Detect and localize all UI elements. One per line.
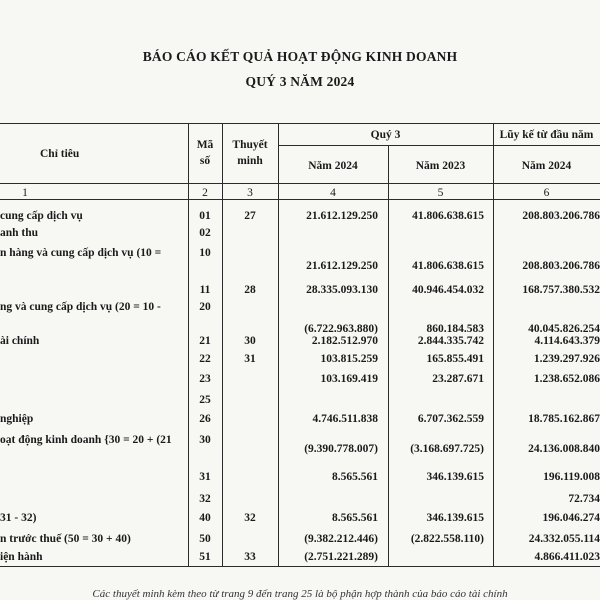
column-number: 3 xyxy=(247,187,253,199)
header-year-2023: Năm 2023 xyxy=(415,160,466,172)
row-value-ytd2024: 18.785.162.867 xyxy=(528,413,600,425)
row-value-q2024: 103.169.419 xyxy=(320,373,378,385)
row-code: 51 xyxy=(199,551,211,563)
row-value-q2023: 41.806.638.615 xyxy=(412,260,484,272)
row-code: 40 xyxy=(199,512,211,524)
row-code: 21 xyxy=(199,335,211,347)
quy3-divider xyxy=(278,145,493,146)
row-code: 31 xyxy=(199,471,211,483)
row-code: 25 xyxy=(199,394,211,406)
column-number: 1 xyxy=(22,187,28,199)
row-label: 31 - 32) xyxy=(0,512,37,524)
row-value-q2024: 21.612.129.250 xyxy=(306,210,378,222)
row-label: n hàng và cung cấp dịch vụ (10 = xyxy=(0,247,162,259)
report-title: BÁO CÁO KẾT QUẢ HOẠT ĐỘNG KINH DOANH xyxy=(142,49,458,64)
row-label: nghiệp xyxy=(0,413,34,425)
row-value-q2024: (6.722.963.880) xyxy=(304,323,378,335)
row-value-q2023: 23.287.671 xyxy=(432,373,484,385)
row-value-ytd2024: 1.239.297.926 xyxy=(533,353,600,365)
header-thuyet-minh: minh xyxy=(237,155,263,167)
row-value-q2024: (9.382.212.446) xyxy=(304,533,378,545)
row-value-ytd2024: 72.734 xyxy=(568,493,600,505)
row-value-q2023: 40.946.454.032 xyxy=(412,284,484,296)
report-subtitle: QUÝ 3 NĂM 2024 xyxy=(245,74,355,89)
row-value-q2023: 346.139.615 xyxy=(426,512,484,524)
row-code: 50 xyxy=(199,533,211,545)
row-label: anh thu xyxy=(0,227,39,239)
row-value-q2024: 21.612.129.250 xyxy=(306,260,378,272)
row-code: 02 xyxy=(199,227,211,239)
footer-note: Các thuyết minh kèm theo từ trang 9 đến trang 25 là bộ phận hợp thành của báo cáo tài chính xyxy=(92,588,508,600)
row-code: 22 xyxy=(199,353,211,365)
row-label: ng và cung cấp dịch vụ (20 = 10 - xyxy=(0,301,161,313)
row-code: 20 xyxy=(199,301,211,313)
row-note: 32 xyxy=(244,512,256,524)
row-code: 10 xyxy=(199,247,211,259)
row-note: 28 xyxy=(244,284,256,296)
column-number: 5 xyxy=(437,187,444,199)
header-luy-ke: Lũy kế từ đầu năm xyxy=(499,129,594,141)
row-value-ytd2024: 1.238.652.086 xyxy=(533,373,600,385)
row-value-ytd2024: 24.332.055.114 xyxy=(528,533,600,545)
row-value-ytd2024: 24.136.008.840 xyxy=(528,443,600,455)
row-value-ytd2024: 40.045.826.254 xyxy=(528,323,600,335)
row-label: cung cấp dịch vụ xyxy=(0,210,83,222)
row-value-ytd2024: 208.803.206.786 xyxy=(522,260,600,272)
row-note: 33 xyxy=(244,551,256,563)
row-value-q2024: (2.751.221.289) xyxy=(304,551,378,563)
column-number: 6 xyxy=(543,187,550,199)
row-label: oạt động kinh doanh {30 = 20 + (21 xyxy=(0,434,172,446)
header-quy3: Quý 3 xyxy=(370,129,401,141)
row-value-q2024: 28.335.093.130 xyxy=(306,284,378,296)
header-divider xyxy=(0,183,600,184)
row-value-q2023: 165.855.491 xyxy=(426,353,484,365)
row-value-q2023: 41.806.638.615 xyxy=(412,210,484,222)
column-number: 2 xyxy=(202,187,208,199)
row-note: 27 xyxy=(244,210,256,222)
header-thuyet-minh: Thuyết xyxy=(232,139,268,151)
row-code: 23 xyxy=(199,373,211,385)
header-ytd-2024: Năm 2024 xyxy=(521,160,572,172)
table-bottom-border xyxy=(0,566,600,567)
row-code: 01 xyxy=(199,210,211,222)
row-value-q2024: 8.565.561 xyxy=(332,512,378,524)
row-value-ytd2024: 208.803.206.786 xyxy=(522,210,600,222)
row-code: 26 xyxy=(199,413,211,425)
row-value-q2024: 4.746.511.838 xyxy=(312,413,378,425)
row-value-ytd2024: 196.046.274 xyxy=(542,512,600,524)
row-value-q2023: 860.184.583 xyxy=(426,323,484,335)
header-ma-so: số xyxy=(199,155,211,167)
row-value-q2023: (3.168.697.725) xyxy=(410,443,484,455)
row-value-ytd2024: 4.114.643.379 xyxy=(534,335,600,347)
row-value-ytd2024: 196.119.008 xyxy=(543,471,600,483)
row-code: 30 xyxy=(199,434,211,446)
header-ma-so: Mã xyxy=(196,139,214,151)
row-label: iện hành xyxy=(0,551,43,563)
row-value-ytd2024: 4.866.411.023 xyxy=(534,551,600,563)
row-value-q2023: 2.844.335.742 xyxy=(417,335,484,347)
luyke-divider xyxy=(493,145,600,146)
row-note: 30 xyxy=(244,335,256,347)
header-chi-tieu: Chỉ tiêu xyxy=(40,148,80,160)
row-value-q2023: 346.139.615 xyxy=(426,471,484,483)
row-code: 11 xyxy=(199,284,211,296)
row-value-q2024: 103.815.259 xyxy=(320,353,378,365)
row-value-q2024: (9.390.778.007) xyxy=(304,443,378,455)
row-note: 31 xyxy=(244,353,256,365)
row-value-ytd2024: 168.757.380.532 xyxy=(522,284,600,296)
row-value-q2024: 2.182.512.970 xyxy=(311,335,378,347)
column-number: 4 xyxy=(330,187,336,199)
row-code: 32 xyxy=(199,493,211,505)
header-year-2024: Năm 2024 xyxy=(308,160,358,172)
table-top-border xyxy=(0,123,600,124)
row-label: ài chính xyxy=(0,335,40,347)
row-value-q2023: 6.707.362.559 xyxy=(417,413,484,425)
row-value-q2024: 8.565.561 xyxy=(332,471,378,483)
row-label: n trước thuế (50 = 30 + 40) xyxy=(0,533,131,545)
row-value-q2023: (2.822.558.110) xyxy=(410,533,484,545)
